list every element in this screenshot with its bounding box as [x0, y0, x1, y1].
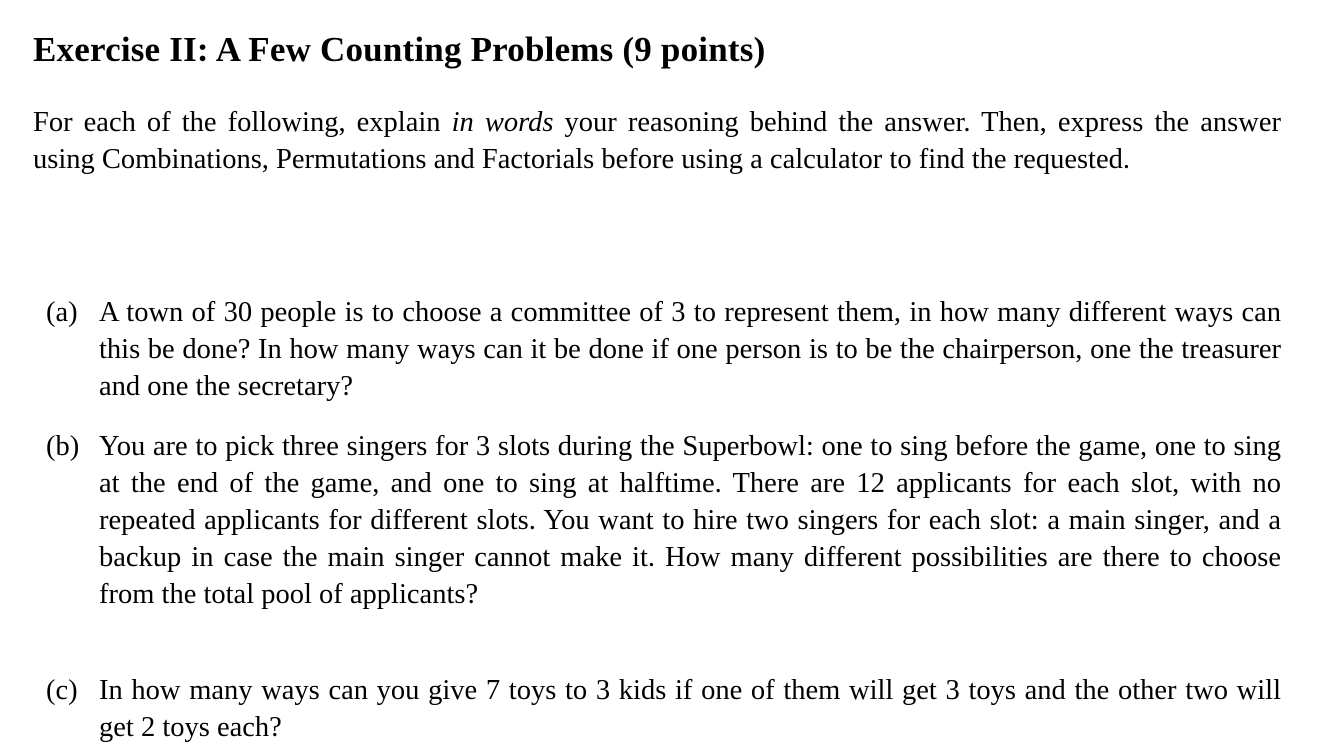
- intro-text-after: your reasoning behind the answer. Then, express the answer using Combinations, Permutations and Factorials before using a calculator to find the requested.: [33, 107, 1281, 175]
- intro-paragraph: [33, 104, 1281, 178]
- intro-emphasis: in words: [451, 107, 554, 138]
- problem-text-c: In how many ways can you give 7 toys to 3 kids if one of them will get 3 toys and the other two will get 2 toys each?: [99, 675, 1281, 743]
- problem-item-c: [33, 672, 1281, 746]
- problem-text-b: You are to pick three singers for 3 slots during the Superbowl: one to sing before the game, one to sing at the end of the game, and one to sing at halftime. There are 12 applicants for each slot, with no repeated applicants for different slots. You want to hire two singers for each slot: a main singer, and a backup in case the main singer cannot make it. How many different possibilities are there to choose from the total pool of applicants?: [99, 431, 1281, 610]
- document-page: [33, 24, 1281, 743]
- problem-text-a: A town of 30 people is to choose a committee of 3 to represent them, in how many different ways can this be done? In how many ways can it be done if one person is to be the chairperson, one the treasurer and one the secretary?: [99, 297, 1281, 402]
- problem-marker-c: (c): [46, 675, 78, 706]
- exercise-title: Exercise II: A Few Counting Problems (9 points): [33, 30, 766, 69]
- problem-item-b: [33, 428, 1281, 613]
- problem-marker-b: (b): [46, 431, 80, 462]
- problem-marker-a: (a): [46, 297, 78, 328]
- intro-text-before: For each of the following, explain: [33, 107, 452, 138]
- problem-item-a: [33, 294, 1281, 405]
